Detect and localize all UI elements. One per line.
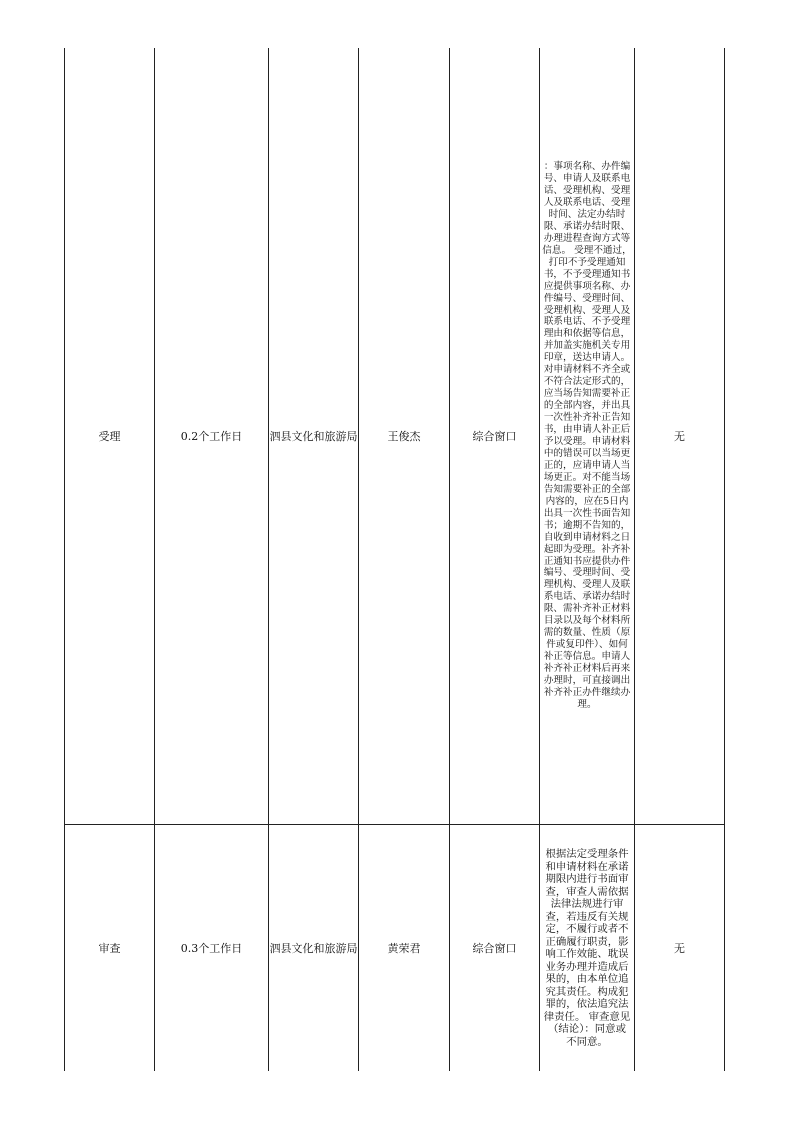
place-cell: 综合窗口 — [450, 48, 540, 825]
extra-cell: 无 — [635, 48, 725, 825]
time-limit-cell: 0.2个工作日 — [155, 48, 269, 825]
description-text: 根据法定受理条件和申请材料在承诺期限内进行书面审查，审查人需依据法律法规进行审查，若违反有关规定，不履行或者不正确履行职责，影响工作效能、耽误业务办理并造成后果的，由本单位追究其责任。构成犯罪的，依法追究法律责任。 审查意见（结论）：同意或不同意。 — [543, 848, 631, 1048]
table-row — [65, 48, 725, 825]
department-cell — [269, 825, 359, 1072]
description-cell — [540, 48, 635, 825]
description-text: ：事项名称、办件编号、申请人及联系电话、受理机构、受理人及联系电话、受理时间、法定办结时限、承诺办结时限、办理进程查询方式等信息。 受理不通过，打印不予受理通知书，不予受理通知书应提供事项名称、办件编号、受理时间、受理机构、受理人及联系电话、不予受理理由和依据等信息，并加盖实施机关专用印章，送达申请人。 对申请材料不齐全或不符合法定形式的，应当场告知需要补正的全部内容，并出具一次性补齐补正告知书，由申请人补正后予以受理。申请材料中的错误可以当场更正的，应请申请人当场更正。对不能当场告知需要补正的全部内容的，应在5日内出具一次性书面告知书；逾期不告知的，自收到申请材料之日起即为受理。补齐补正通知书应提供办件编号、受理时间、受理机构、受理人及联系电话、承诺办结时限、需补齐补正材料目录以及每个材料所需的数量、性质（原件或复印件）、如何补正等信息。申请人补齐补正材料后再来办理时，可直接调出补齐补正办件继续办理。 — [542, 161, 632, 710]
description-cell — [540, 825, 635, 1072]
person-cell: 黄荣君 — [359, 825, 450, 1072]
department-cell — [269, 48, 359, 825]
extra-cell: 无 — [635, 825, 725, 1072]
department-text: 泗县文化和旅游局 — [269, 429, 358, 443]
time-limit-cell: 0.3个工作日 — [155, 825, 269, 1072]
person-cell: 王俊杰 — [359, 48, 450, 825]
process-table — [64, 48, 725, 1071]
department-text: 泗县文化和旅游局 — [269, 941, 358, 955]
place-cell: 综合窗口 — [450, 825, 540, 1072]
step-cell: 审查 — [65, 825, 155, 1072]
step-cell: 受理 — [65, 48, 155, 825]
table-row — [65, 825, 725, 1072]
